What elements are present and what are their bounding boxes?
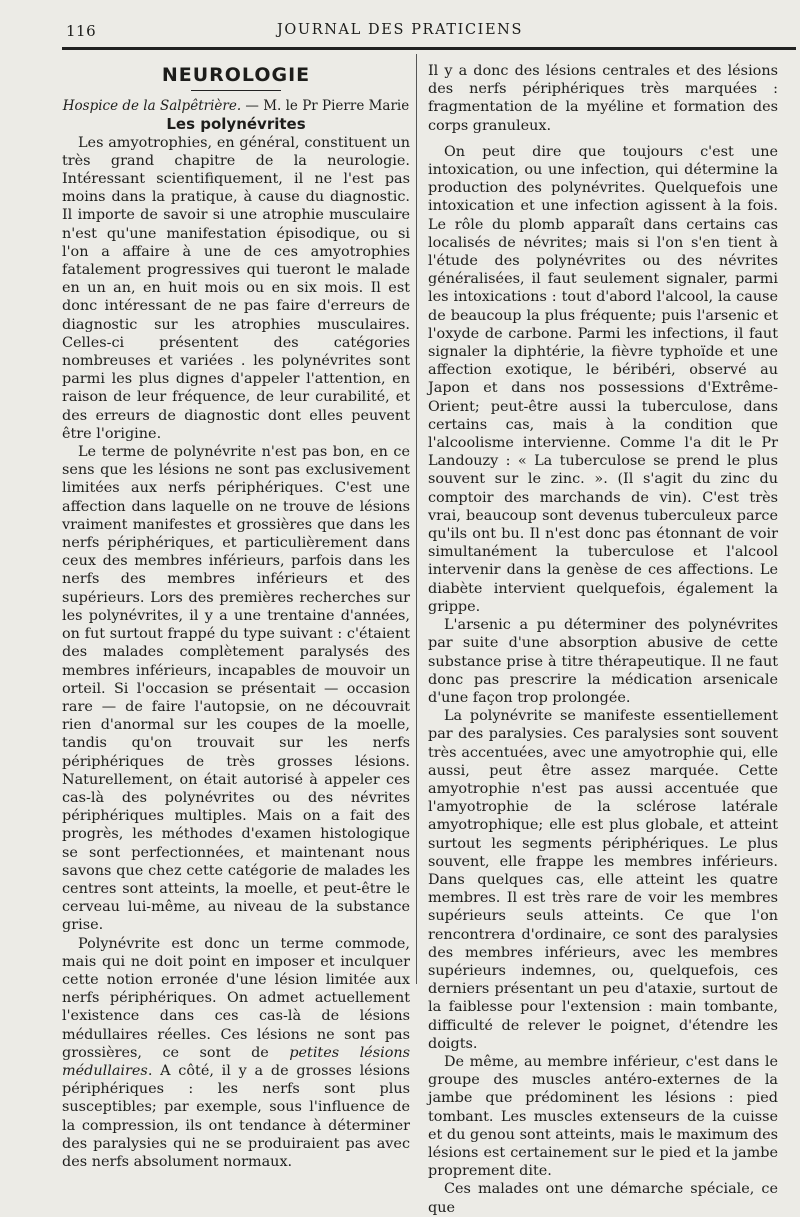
paragraph-text: Polynévrite est donc un terme commode, mais qui ne doit point en imposer et inculquer cette notion erronée d'une lésion limitée aux nerfs périphériques. On admet actuellement l'existence dans ces cas-là de lésions médullaires réelles. Ces lésions ne sont pas grossières, ce sont de xyxy=(62,935,410,1061)
paragraph: La polynévrite se manifeste essentiellement par des paralysies. Ces paralysies sont souvent très accentuées, avec une amyotrophie qui, elle aussi, peut être assez marquée. Cette amyotrophie n'est pas aussi accentuée que l'amyotrophie de la sclérose latérale amyotrophique; elle est plus globale, et atteint surtout les segments périphériques. Le plus souvent, elle frappe les membres inférieurs. Dans quelques cas, elle atteint les quatre membres. Il est très rare de voir les membres supérieurs seuls atteints. Ce que l'on rencontrera d'ordinaire, ce sont des paralysies des membres inférieurs, avec les membres supérieurs indemnes, ou, quelquefois, ces derniers présentant un peu d'ataxie, surtout de la faiblesse pour l'extension : main tombante, difficulté de relever le poignet, d'étendre les doigts. xyxy=(428,708,778,1052)
paragraph: Le terme de polynévrite n'est pas bon, en ce sens que les lésions ne sont pas exclusivement limitées aux nerfs périphériques. C'est une affection dans laquelle on ne trouve de lésions vraiment manifestes et grossières que dans les nerfs périphériques, et particulièrement dans ceux des membres inférieurs, parfois dans les nerfs des membres inférieurs et des supérieurs. Lors des premières recherches sur les polynévrites, il y a une trentaine d'années, on fut surtout frappé du type suivant : c'étaient des malades complètement paralysés des membres inférieurs, incapables de mouvoir un orteil. Si l'occasion se présentait — occasion rare — de faire l'autopsie, on ne découvrait rien d'anormal sur les coupes de la moelle, tandis qu'on trouvait sur les nerfs périphériques de très grosses lésions. Naturellement, on était autorisé à appeler ces cas-là des polynévrites ou des névrites périphériques multiples. Mais on a fait des progrès, les méthodes d'examen histologique se sont perfectionnées, et maintenant nous savons que chez cette catégorie de malades les centres sont atteints, la moelle, et peut-être le cerveau lui-même, au niveau de la substance grise. xyxy=(62,444,410,934)
left-column xyxy=(62,60,410,1171)
paragraph xyxy=(62,935,410,1172)
journal-title: JOURNAL DES PRATICIENS xyxy=(277,22,523,38)
byline-place: Hospice de la Salpêtrière. xyxy=(62,98,242,115)
column-divider xyxy=(416,54,417,984)
paragraph: De même, au membre inférieur, c'est dans le groupe des muscles antéro-externes de la jambe que prédominent les lésions : pied tombant. Les muscles extenseurs de la cuisse et du genou sont atteints, mais le maximum des lésions est certainement sur le pied et la jambe proprement dite. xyxy=(428,1053,778,1180)
header-rule xyxy=(62,47,796,50)
paragraph: On peut dire que toujours c'est une intoxication, ou une infection, qui détermine la production des polynévrites. Quelquefois une intoxication et une infection agissent à la fois. Le rôle du plomb apparaît dans certains cas localisés de névrites; mais si l'on s'en tient à l'étude des polynévrites ou des névrites généralisées, il faut seulement signaler, parmi les intoxications : tout d'abord l'alcool, la cause de beaucoup la plus fréquente; puis l'arsenic et l'oxyde de carbone. Parmi les infections, il faut signaler la diphtérie, la fièvre typhoïde et une affection exotique, le béribéri, observé au Japon et dans nos possessions d'Extrême-Orient; peut-être aussi la tuberculose, dans certains cas, mais à la condition que l'alcoolisme intervienne. Comme l'a dit le Pr Landouzy : « La tuberculose se prend le plus souvent sur le zinc. ». (Il s'agit du zinc du comptoir des marchands de vin). C'est très vrai, beaucoup sont devenus tuberculeux parce qu'ils ont bu. Il n'est donc pas étonnant de voir simultanément la tuberculose et l'alcool intervenir dans la genèse de ces affections. Le diabète intervient quelquefois, également la grippe. xyxy=(428,143,778,615)
paragraph: Il y a donc des lésions centrales et des lésions des nerfs périphériques très marquées : fragmentation de la myéline et formation des corps granuleux. xyxy=(428,63,778,134)
page-header xyxy=(0,0,800,50)
section-title: NEUROLOGIE xyxy=(161,64,311,86)
right-column xyxy=(428,62,778,1217)
page-number: 116 xyxy=(66,22,97,40)
paragraph: Les amyotrophies, en général, constituent un très grand chapitre de la neurologie. Intéressant scientifiquement, il ne l'est pas moins dans la pratique, à cause du diagnostic. Il importe de savoir si une atrophie musculaire n'est qu'une manifestation épisodique, ou si l'on a affaire à une de ces amyotrophies fatalement progressives qui tueront le malade en un an, en huit mois ou en six mois. Il est donc intéressant de ne pas faire d'erreurs de diagnostic sur les atrophies musculaires. Celles-ci présentent des catégories nombreuses et variées . les polynévrites sont parmi les plus dignes d'appeler l'attention, en raison de leur fréquence, de leur curabilité, et des erreurs de diagnostic dont elles peuvent être l'origine. xyxy=(62,134,410,442)
paragraph: L'arsenic a pu déterminer des polynévrites par suite d'une absorption abusive de cette substance prise à titre thérapeutique. Il ne faut donc pas prescrire la médication arsenicale d'une façon trop prolongée. xyxy=(428,617,778,706)
emphasis-text: petites lésions médullaires xyxy=(62,1044,411,1079)
byline-author: — M. le Pr Pierre Marie xyxy=(245,98,410,115)
byline xyxy=(62,97,410,115)
paragraph-text: . A côté, il y a de grosses lésions périphériques : les nerfs sont plus susceptibles; par exemple, sous l'influence de la compression, ils ont tendance à déterminer des paralysies qui ne se produiraient pas avec des nerfs absolument normaux. xyxy=(62,1062,410,1170)
paragraph: Ces malades ont une démarche spéciale, ce que xyxy=(428,1181,778,1216)
article-subtitle: Les polynévrites xyxy=(166,115,306,134)
title-underline xyxy=(191,90,281,91)
